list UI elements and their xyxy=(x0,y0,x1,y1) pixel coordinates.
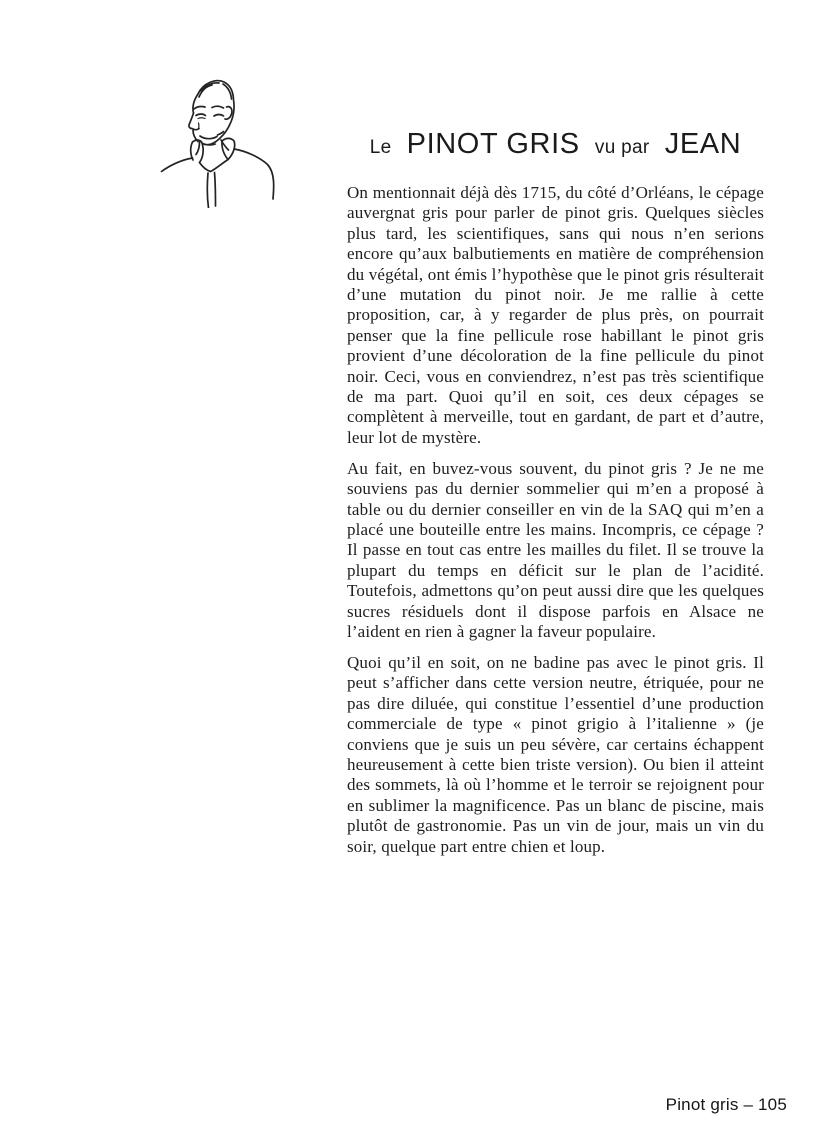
text-column xyxy=(347,124,764,868)
title-connector: vu par xyxy=(594,137,650,158)
title-prefix: Le xyxy=(369,137,392,158)
title-grape-name: PINOT GRIS xyxy=(406,128,580,160)
title-author-name: JEAN xyxy=(664,128,742,160)
jean-portrait-illustration xyxy=(160,73,300,208)
page-title xyxy=(347,124,764,161)
footer-page-label: Pinot gris – 105 xyxy=(665,1095,787,1114)
paragraph-1: On mentionnait déjà dès 1715, du côté d’Orléans, le cépage auvergnat gris pour parler de pinot gris. Quelques siècles plus tard, les scientifiques, sans qui nous n’en serions encore qu’aux balbutiements en matière de compréhension du végétal, ont émis l’hypothèse que le pinot gris résulterait d’une mutation du pinot noir. Je me rallie à cette proposition, car, à y regarder de plus près, on pourrait penser que la fine pellicule rose habillant le pinot gris provient d’une décoloration de la fine pellicule du pinot noir. Ceci, vous en conviendrez, n’est pas très scientifique de ma part. Quoi qu’il en soit, ces deux cépages se complètent à merveille, tout en gardant, de part et d’autre, leur lot de mystère. xyxy=(347,183,764,447)
portrait-sketch-icon xyxy=(160,73,300,208)
paragraph-2: Au fait, en buvez-vous souvent, du pinot gris ? Je ne me souviens pas du dernier sommelier qui m’en a proposé à table ou du dernier conseiller en vin de la SAQ qui m’en a placé une bouteille entre les mains. Incompris, ce cépage ? Il passe en tout cas entre les mailles du filet. Il se trouve la plupart du temps en déficit sur le plan de l’acidité. Toutefois, admettons qu’on peut aussi dire que les quelques sucres résiduels dont il dispose parfois en Alsace ne l’aident en rien à gagner la faveur populaire. xyxy=(347,458,764,642)
paragraph-3: Quoi qu’il en soit, on ne badine pas avec le pinot gris. Il peut s’afficher dans cette version neutre, étriquée, pour ne pas dire diluée, qui constitue l’essentiel d’une production commerciale de type « pinot grigio à l’italienne » (je conviens que je suis un peu sévère, car certains échappent heureusement à cette bien triste version). Ou bien il atteint des sommets, là où l’homme et le terroir se rejoignent pour en sublimer la magnificence. Pas un blanc de piscine, mais plutôt de gastronomie. Pas un vin de jour, mais un vin du soir, quelque part entre chien et loup. xyxy=(347,652,764,856)
article-body xyxy=(347,183,764,857)
